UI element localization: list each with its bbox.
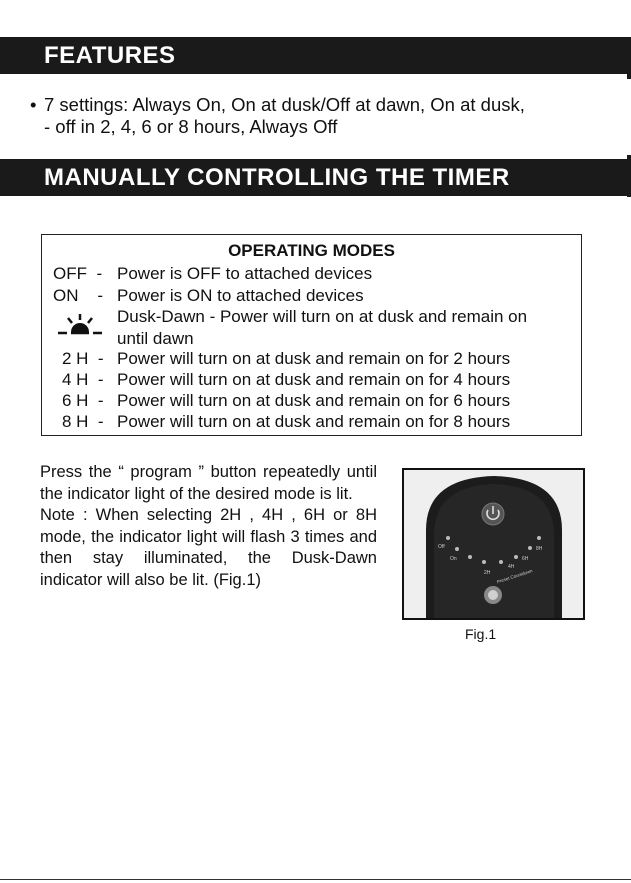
device-label-off: Off — [438, 544, 445, 550]
mode-text: Dusk-Dawn - Power will turn on at dusk and remain on — [117, 307, 528, 326]
mode-text: Power is ON to attached devices — [117, 286, 364, 305]
mode-row-dusk-dawn-cont — [117, 329, 194, 349]
sunset-icon — [56, 313, 104, 339]
operating-modes-title: OPERATING MODES — [228, 241, 395, 260]
operating-modes-box — [41, 234, 582, 436]
program-button — [484, 586, 502, 604]
device-label-4h: 4H — [508, 564, 515, 570]
device-label-8h: 8H — [536, 546, 543, 552]
device-photo — [402, 468, 585, 620]
mode-label: 4 H - — [62, 370, 104, 389]
mode-row-on — [53, 286, 364, 306]
instructions — [40, 462, 377, 591]
figure-caption: Fig.1 — [465, 626, 497, 642]
timer-device-illustration — [404, 470, 583, 618]
features-heading-bar — [0, 37, 629, 74]
device-label-6h: 6H — [522, 556, 529, 562]
bullet-dot: • — [30, 94, 37, 115]
mode-text: until dawn — [117, 329, 194, 348]
device-label-2h: 2H — [484, 570, 491, 576]
bottom-rule — [0, 879, 631, 880]
mode-row-off — [53, 264, 372, 284]
mode-label: 8 H - — [62, 412, 104, 431]
mode-text: Power will turn on at dusk and remain on for 6 hours — [117, 391, 511, 410]
mode-row-8h — [62, 412, 510, 432]
features-line-2: - off in 2, 4, 6 or 8 hours, Always Off — [44, 116, 338, 137]
mode-row-6h — [62, 391, 510, 411]
mode-row-dusk-dawn — [117, 307, 527, 327]
manual-heading: MANUALLY CONTROLLING THE TIMER — [44, 163, 510, 191]
manual-heading-bar — [0, 159, 629, 196]
instructions-paragraph-1: Press the “ program ” button repeatedly until the indicator light of the desired mode is lit. — [40, 463, 377, 503]
mode-text: Power is OFF to attached devices — [117, 264, 373, 283]
mode-row-2h — [62, 349, 510, 369]
device-label-on: On — [450, 556, 457, 562]
instructions-note: Note : When selecting 2H , 4H , 6H or 8H mode, the indicator light will flash 3 times and then stay illuminated, the Dusk-Dawn indicator will also be lit. (Fig.1) — [40, 506, 377, 589]
features-bullet — [30, 94, 620, 138]
mode-text: Power will turn on at dusk and remain on for 4 hours — [117, 370, 511, 389]
device-label-countdown: Preset Countdown — [496, 568, 534, 585]
mode-text: Power will turn on at dusk and remain on for 2 hours — [117, 349, 511, 368]
manual-bar-edge — [627, 155, 631, 197]
mode-label: 2 H - — [62, 349, 104, 368]
power-icon — [482, 503, 504, 525]
mode-row-4h — [62, 370, 510, 390]
mode-label: ON - — [53, 286, 104, 305]
features-line-1: 7 settings: Always On, On at dusk/Off at dawn, On at dusk, — [44, 94, 525, 115]
features-heading: FEATURES — [44, 41, 176, 69]
mode-label: 6 H - — [62, 391, 104, 410]
mode-text: Power will turn on at dusk and remain on for 8 hours — [117, 412, 511, 431]
features-bar-edge — [627, 37, 631, 79]
mode-label: OFF - — [53, 264, 103, 283]
